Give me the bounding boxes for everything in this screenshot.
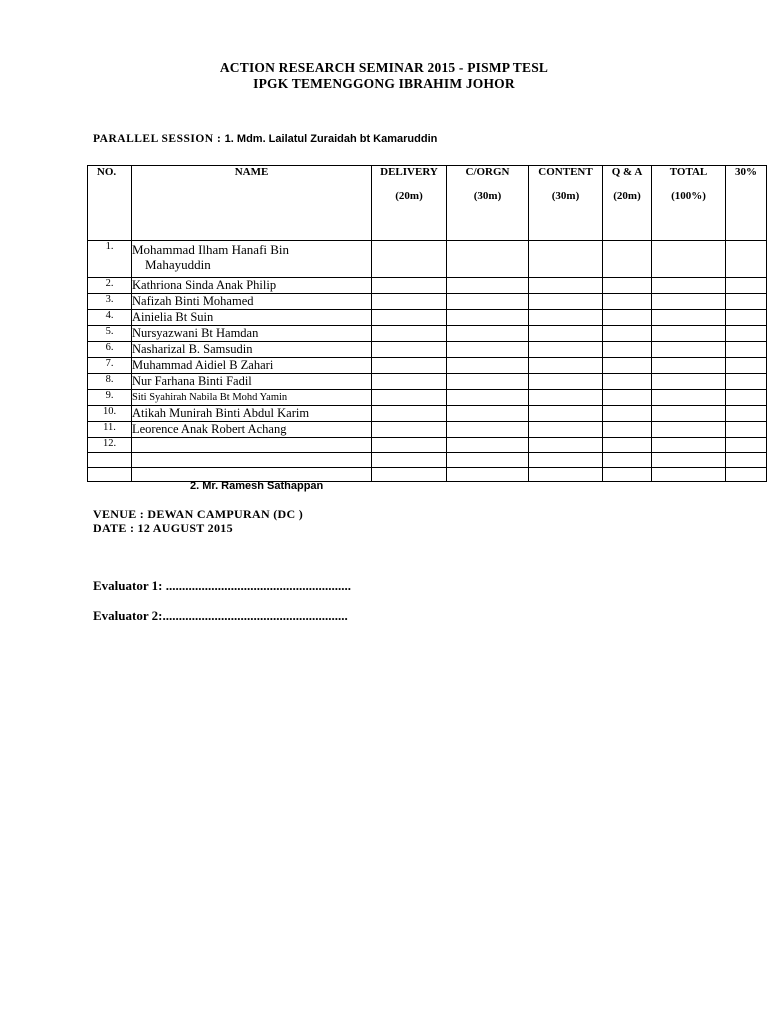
percent-cell[interactable] [726, 342, 767, 358]
row-number: 2. [88, 278, 132, 294]
table-row [88, 390, 767, 406]
row-name: Siti Syahirah Nabila Bt Mohd Yamin [132, 390, 372, 406]
table-row [88, 310, 767, 326]
row-name: Muhammad Aidiel B Zahari [132, 358, 372, 374]
institute-title: IPGK TEMENGGONG IBRAHIM JOHOR [253, 76, 515, 91]
qa-cell[interactable] [603, 374, 652, 390]
row-number: 3. [88, 294, 132, 310]
table-header-row [88, 166, 767, 241]
content-cell[interactable] [529, 468, 603, 482]
delivery-cell[interactable] [372, 422, 447, 438]
row-name: Nursyazwani Bt Hamdan [132, 326, 372, 342]
row-number [88, 468, 132, 482]
content-cell[interactable] [529, 390, 603, 406]
organisation-cell[interactable] [447, 406, 529, 422]
content-cell[interactable] [529, 294, 603, 310]
row-name: Nasharizal B. Samsudin [132, 342, 372, 358]
organisation-cell[interactable] [447, 342, 529, 358]
table-row [88, 374, 767, 390]
table-row [88, 278, 767, 294]
table-row [88, 326, 767, 342]
percent-cell[interactable] [726, 406, 767, 422]
qa-cell[interactable] [603, 406, 652, 422]
total-cell[interactable] [652, 310, 726, 326]
qa-cell[interactable] [603, 358, 652, 374]
col-header-30-percent: 30% [726, 166, 767, 241]
seminar-title: ACTION RESEARCH SEMINAR 2015 - PISMP TESL [219, 60, 549, 75]
content-cell[interactable] [529, 406, 603, 422]
organisation-cell[interactable] [447, 453, 529, 468]
qa-cell[interactable] [603, 390, 652, 406]
presenter-1: 1. Mdm. Lailatul Zuraidah bt Kamaruddin [224, 133, 438, 145]
qa-cell[interactable] [603, 438, 652, 453]
content-cell[interactable] [529, 453, 603, 468]
qa-cell[interactable] [603, 294, 652, 310]
row-number: 4. [88, 310, 132, 326]
table-row [88, 294, 767, 310]
delivery-cell[interactable] [372, 468, 447, 482]
total-cell[interactable] [652, 358, 726, 374]
row-number: 7. [88, 358, 132, 374]
delivery-cell[interactable] [372, 453, 447, 468]
organisation-cell[interactable] [447, 422, 529, 438]
percent-cell[interactable] [726, 468, 767, 482]
percent-cell[interactable] [726, 326, 767, 342]
total-cell[interactable] [652, 468, 726, 482]
table-row [88, 438, 767, 453]
table-row [88, 241, 767, 278]
organisation-cell[interactable] [447, 294, 529, 310]
parallel-session-label: PARALLEL SESSION : [93, 133, 225, 145]
organisation-cell[interactable] [447, 241, 529, 278]
content-cell[interactable] [529, 310, 603, 326]
delivery-cell[interactable] [372, 358, 447, 374]
qa-cell[interactable] [603, 241, 652, 278]
row-number: 12. [88, 438, 132, 453]
content-cell[interactable] [529, 278, 603, 294]
organisation-cell[interactable] [447, 438, 529, 453]
col-header-delivery: DELIVERY (20m) [372, 166, 447, 241]
total-cell[interactable] [652, 241, 726, 278]
col-header-content: CONTENT (30m) [529, 166, 603, 241]
total-cell[interactable] [652, 374, 726, 390]
qa-cell[interactable] [603, 326, 652, 342]
total-cell[interactable] [652, 453, 726, 468]
total-cell[interactable] [652, 342, 726, 358]
table-row [88, 358, 767, 374]
percent-cell[interactable] [726, 294, 767, 310]
table-row [88, 406, 767, 422]
delivery-cell[interactable] [372, 438, 447, 453]
qa-cell[interactable] [603, 278, 652, 294]
row-name: Kathriona Sinda Anak Philip [132, 278, 372, 294]
row-number: 1. [88, 241, 132, 278]
row-number: 5. [88, 326, 132, 342]
percent-cell[interactable] [726, 374, 767, 390]
qa-cell[interactable] [603, 468, 652, 482]
row-number [88, 453, 132, 468]
table-row [88, 422, 767, 438]
content-cell[interactable] [529, 358, 603, 374]
delivery-cell[interactable] [372, 294, 447, 310]
qa-cell[interactable] [603, 453, 652, 468]
content-cell[interactable] [529, 438, 603, 453]
venue-line: VENUE : DEWAN CAMPURAN (DC ) [93, 507, 304, 521]
table-row [88, 342, 767, 358]
row-number: 10. [88, 406, 132, 422]
evaluation-table [87, 165, 767, 482]
table-row [88, 453, 767, 468]
row-name: Leorence Anak Robert Achang [132, 422, 372, 438]
col-header-no: NO. [88, 166, 132, 241]
total-cell[interactable] [652, 278, 726, 294]
total-cell[interactable] [652, 326, 726, 342]
row-name[interactable] [132, 438, 372, 453]
delivery-cell[interactable] [372, 374, 447, 390]
percent-cell[interactable] [726, 278, 767, 294]
row-number: 8. [88, 374, 132, 390]
row-name: Ainielia Bt Suin [132, 310, 372, 326]
row-name[interactable] [132, 453, 372, 468]
organisation-cell[interactable] [447, 278, 529, 294]
row-number: 6. [88, 342, 132, 358]
organisation-cell[interactable] [447, 374, 529, 390]
delivery-cell[interactable] [372, 342, 447, 358]
percent-cell[interactable] [726, 422, 767, 438]
col-header-name: NAME [132, 166, 372, 241]
col-header-organisation: C/ORGN (30m) [447, 166, 529, 241]
qa-cell[interactable] [603, 342, 652, 358]
percent-cell[interactable] [726, 241, 767, 278]
delivery-cell[interactable] [372, 278, 447, 294]
total-cell[interactable] [652, 406, 726, 422]
evaluator-2-line: Evaluator 2:......................................................... [93, 608, 348, 623]
evaluator-1-line: Evaluator 1: ......................................................... [93, 578, 351, 593]
total-cell[interactable] [652, 294, 726, 310]
content-cell[interactable] [529, 241, 603, 278]
parallel-session [93, 133, 437, 145]
col-header-total: TOTAL (100%) [652, 166, 726, 241]
row-number: 11. [88, 422, 132, 438]
content-cell[interactable] [529, 422, 603, 438]
content-cell[interactable] [529, 326, 603, 342]
delivery-cell[interactable] [372, 310, 447, 326]
presenter-2: 2. Mr. Ramesh Sathappan [190, 480, 324, 492]
col-header-qa: Q & A (20m) [603, 166, 652, 241]
row-name: Mohammad Ilham Hanafi Bin Mahayuddin [132, 241, 372, 278]
organisation-cell[interactable] [447, 358, 529, 374]
date-line: DATE : 12 AUGUST 2015 [93, 521, 233, 535]
row-name: Atikah Munirah Binti Abdul Karim [132, 406, 372, 422]
percent-cell[interactable] [726, 310, 767, 326]
delivery-cell[interactable] [372, 326, 447, 342]
content-cell[interactable] [529, 374, 603, 390]
delivery-cell[interactable] [372, 406, 447, 422]
qa-cell[interactable] [603, 310, 652, 326]
row-name: Nur Farhana Binti Fadil [132, 374, 372, 390]
organisation-cell[interactable] [447, 326, 529, 342]
total-cell[interactable] [652, 438, 726, 453]
delivery-cell[interactable] [372, 390, 447, 406]
organisation-cell[interactable] [447, 310, 529, 326]
total-cell[interactable] [652, 422, 726, 438]
percent-cell[interactable] [726, 453, 767, 468]
content-cell[interactable] [529, 342, 603, 358]
percent-cell[interactable] [726, 438, 767, 453]
delivery-cell[interactable] [372, 241, 447, 278]
qa-cell[interactable] [603, 422, 652, 438]
total-cell[interactable] [652, 390, 726, 406]
organisation-cell[interactable] [447, 468, 529, 482]
percent-cell[interactable] [726, 358, 767, 374]
row-number: 9. [88, 390, 132, 406]
organisation-cell[interactable] [447, 390, 529, 406]
row-name: Nafizah Binti Mohamed [132, 294, 372, 310]
percent-cell[interactable] [726, 390, 767, 406]
